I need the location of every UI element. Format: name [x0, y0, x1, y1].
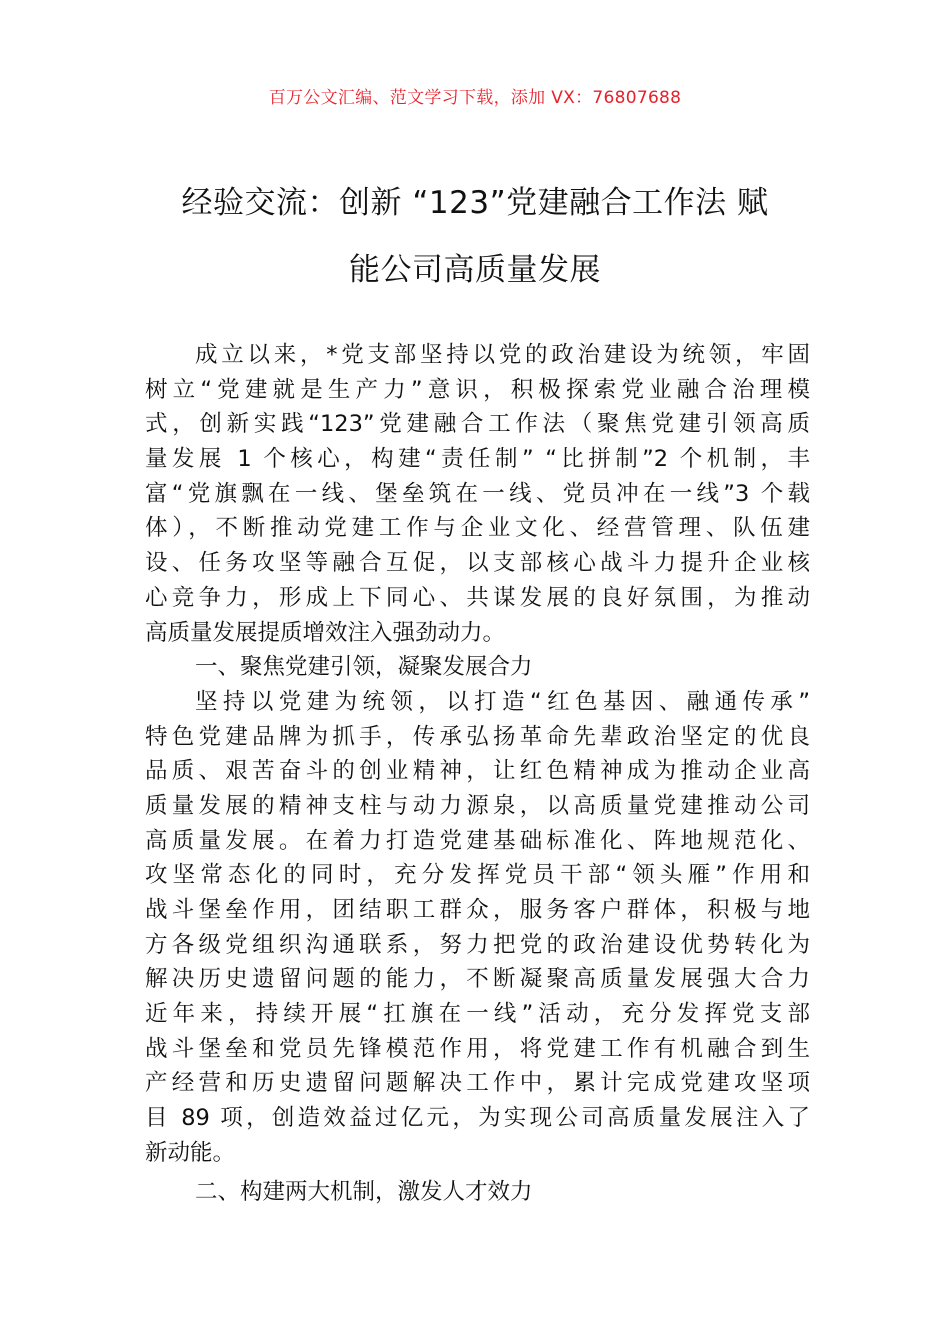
- watermark-header: [0, 86, 950, 110]
- body-line: 树立“党建就是生产力”意识，积极探索党业融合治理模: [145, 376, 810, 403]
- document-body: [145, 338, 810, 1209]
- body-line: 式，创新实践“123”党建融合工作法（聚焦党建引领高质: [145, 411, 810, 438]
- body-line: 方各级党组织沟通联系，努力把党的政治建设优势转化为: [145, 931, 810, 958]
- body-line: 目 89 项，创造效益过亿元，为实现公司高质量发展注入了: [145, 1105, 810, 1132]
- body-line: 量发展 1 个核心，构建“责任制” “比拼制”2 个机制，丰: [145, 446, 810, 473]
- body-line: 战斗堡垒和党员先锋模范作用，将党建工作有机融合到生: [145, 1035, 810, 1062]
- body-line: 解决历史遗留问题的能力，不断凝聚高质量发展强大合力: [145, 966, 810, 993]
- body-line: 新动能。: [145, 1139, 236, 1166]
- body-line: 攻坚常态化的同时，充分发挥党员干部“领头雁”作用和: [145, 862, 810, 889]
- section-heading-1: 一、聚焦党建引领，凝聚发展合力: [195, 654, 533, 681]
- document-title-line-1: 经验交流：创新 “123”党建融合工作法 赋: [181, 185, 769, 221]
- body-line: 高质量发展。在着力打造党建基础标准化、阵地规范化、: [145, 827, 810, 854]
- body-line: 心竞争力，形成上下同心、共谋发展的良好氛围，为推动: [145, 584, 810, 611]
- watermark-text: 百万公文汇编、范文学习下载，添加 VX：76807688: [268, 88, 682, 108]
- body-line: 坚持以党建为统领，以打造“红色基因、融通传承”: [195, 688, 810, 715]
- document-title-line-2: 能公司高质量发展: [349, 252, 601, 288]
- body-line: 质量发展的精神支柱与动力源泉，以高质量党建推动公司: [145, 792, 810, 819]
- body-line: 近年来，持续开展“扛旗在一线”活动，充分发挥党支部: [145, 1001, 810, 1028]
- body-line: 富“党旗飘在一线、堡垒筑在一线、党员冲在一线”3 个载: [145, 480, 810, 507]
- section-heading-2: 二、构建两大机制，激发人才效力: [195, 1178, 533, 1205]
- body-line: 战斗堡垒作用，团结职工群众，服务客户群体，积极与地: [145, 897, 810, 923]
- body-line: 产经营和历史遗留问题解决工作中，累计完成党建攻坚项: [145, 1070, 810, 1097]
- body-line: 设、任务攻坚等融合互促，以支部核心战斗力提升企业核: [145, 550, 810, 577]
- body-line: 品质、艰苦奋斗的创业精神，让红色精神成为推动企业高: [145, 758, 810, 785]
- body-line: 体），不断推动党建工作与企业文化、经营管理、队伍建: [145, 515, 810, 542]
- body-line: 特色党建品牌为抓手，传承弘扬革命先辈政治坚定的优良: [145, 723, 810, 750]
- body-line: 高质量发展提质增效注入强劲动力。: [145, 619, 506, 646]
- body-line: 成立以来，*党支部坚持以党的政治建设为统领，牢固: [195, 342, 810, 368]
